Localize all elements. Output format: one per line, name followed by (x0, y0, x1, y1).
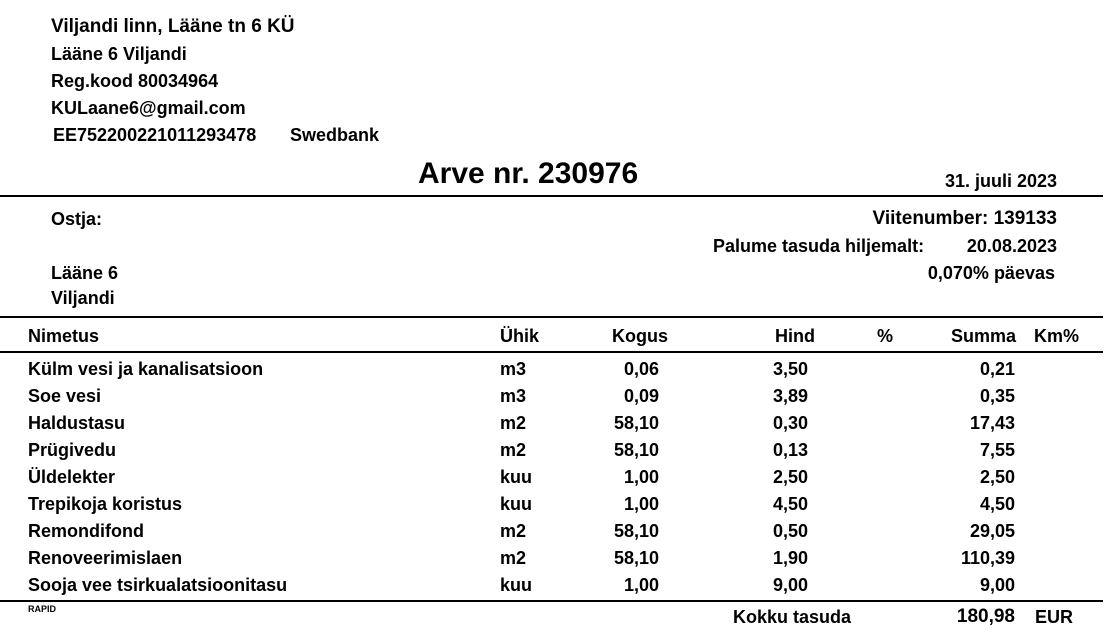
header-percent: % (877, 326, 894, 346)
seller-address: Lääne 6 Viljandi (51, 44, 187, 64)
table-row (0, 440, 1117, 467)
late-penalty: 0,070% päevas (927, 263, 1055, 283)
row-name: Remondifond (28, 521, 144, 541)
buyer-address-line2: Viljandi (51, 288, 115, 308)
row-price: 3,50 (772, 359, 808, 379)
table-header (0, 326, 1117, 353)
row-sum: 9,00 (979, 575, 1015, 595)
divider-header (0, 351, 1103, 353)
header-sum: Summa (951, 326, 1017, 346)
due-label: Palume tasuda hiljemalt: (713, 236, 925, 256)
row-price: 3,89 (772, 386, 808, 406)
table-row (0, 359, 1117, 386)
row-unit: kuu (500, 575, 533, 595)
divider-total (0, 600, 1103, 602)
row-price: 0,30 (772, 413, 808, 433)
currency: EUR (1035, 607, 1074, 627)
row-unit: m2 (500, 521, 527, 541)
row-qty: 1,00 (623, 575, 659, 595)
row-qty: 1,00 (623, 467, 659, 487)
due-date: 20.08.2023 (966, 236, 1057, 256)
row-name: Trepikoja koristus (28, 494, 183, 514)
row-qty: 58,10 (613, 548, 659, 568)
row-sum: 110,39 (960, 548, 1015, 568)
row-price: 4,50 (772, 494, 808, 514)
buyer-label: Ostja: (51, 209, 103, 229)
row-name: Renoveerimislaen (28, 548, 183, 568)
seller-bank: Swedbank (290, 125, 380, 145)
row-unit: m3 (500, 359, 527, 379)
table-row (0, 494, 1117, 521)
software-label: RAPID (28, 604, 57, 614)
seller-reg-code: Reg.kood 80034964 (51, 71, 219, 91)
row-price: 0,50 (772, 521, 808, 541)
divider-top (0, 195, 1103, 197)
table-row (0, 521, 1117, 548)
table-row (0, 548, 1117, 575)
buyer-address-line1: Lääne 6 (51, 263, 119, 283)
header-price: Hind (775, 326, 815, 346)
row-name: Üldelekter (28, 467, 116, 487)
invoice-title: Arve nr. 230976 (418, 157, 639, 190)
row-sum: 7,55 (979, 440, 1015, 460)
row-unit: m2 (500, 440, 527, 460)
table-row (0, 386, 1117, 413)
table-row (0, 413, 1117, 440)
invoice-date: 31. juuli 2023 (944, 171, 1057, 191)
row-sum: 2,50 (979, 467, 1015, 487)
row-unit: kuu (500, 467, 533, 487)
row-name: Soe vesi (28, 386, 102, 406)
row-qty: 58,10 (613, 413, 659, 433)
header-vat: Km% (1034, 326, 1080, 346)
row-sum: 0,35 (979, 386, 1015, 406)
seller-iban: EE752200221011293478 (53, 125, 257, 145)
row-sum: 0,21 (979, 359, 1015, 379)
row-qty: 1,00 (623, 494, 659, 514)
seller-email: KULaane6@gmail.com (51, 98, 246, 118)
total-value: 180,98 (956, 606, 1015, 627)
row-price: 0,13 (772, 440, 808, 460)
total-label: Kokku tasuda (733, 607, 852, 627)
row-name: Prügivedu (28, 440, 117, 460)
row-qty: 58,10 (613, 521, 659, 541)
row-sum: 29,05 (969, 521, 1015, 541)
row-price: 2,50 (772, 467, 808, 487)
row-unit: m2 (500, 413, 527, 433)
row-price: 1,90 (772, 548, 808, 568)
row-name: Haldustasu (28, 413, 126, 433)
row-unit: m3 (500, 386, 527, 406)
seller-name: Viljandi linn, Lääne tn 6 KÜ (51, 16, 295, 37)
header-qty: Kogus (612, 326, 668, 346)
row-qty: 58,10 (613, 440, 659, 460)
header-unit: Ühik (500, 326, 540, 346)
reference-number: Viitenumber: 139133 (872, 208, 1057, 229)
row-qty: 0,09 (623, 386, 659, 406)
row-price: 9,00 (772, 575, 808, 595)
row-name: Külm vesi ja kanalisatsioon (28, 359, 264, 379)
row-unit: m2 (500, 548, 527, 568)
row-sum: 4,50 (979, 494, 1015, 514)
row-unit: kuu (500, 494, 533, 514)
table-row (0, 467, 1117, 494)
header-name: Nimetus (28, 326, 100, 346)
row-qty: 0,06 (623, 359, 659, 379)
row-name: Sooja vee tsirkualatsioonitasu (28, 575, 288, 595)
table-row (0, 575, 1117, 602)
divider-table-top (0, 316, 1103, 318)
row-sum: 17,43 (969, 413, 1015, 433)
